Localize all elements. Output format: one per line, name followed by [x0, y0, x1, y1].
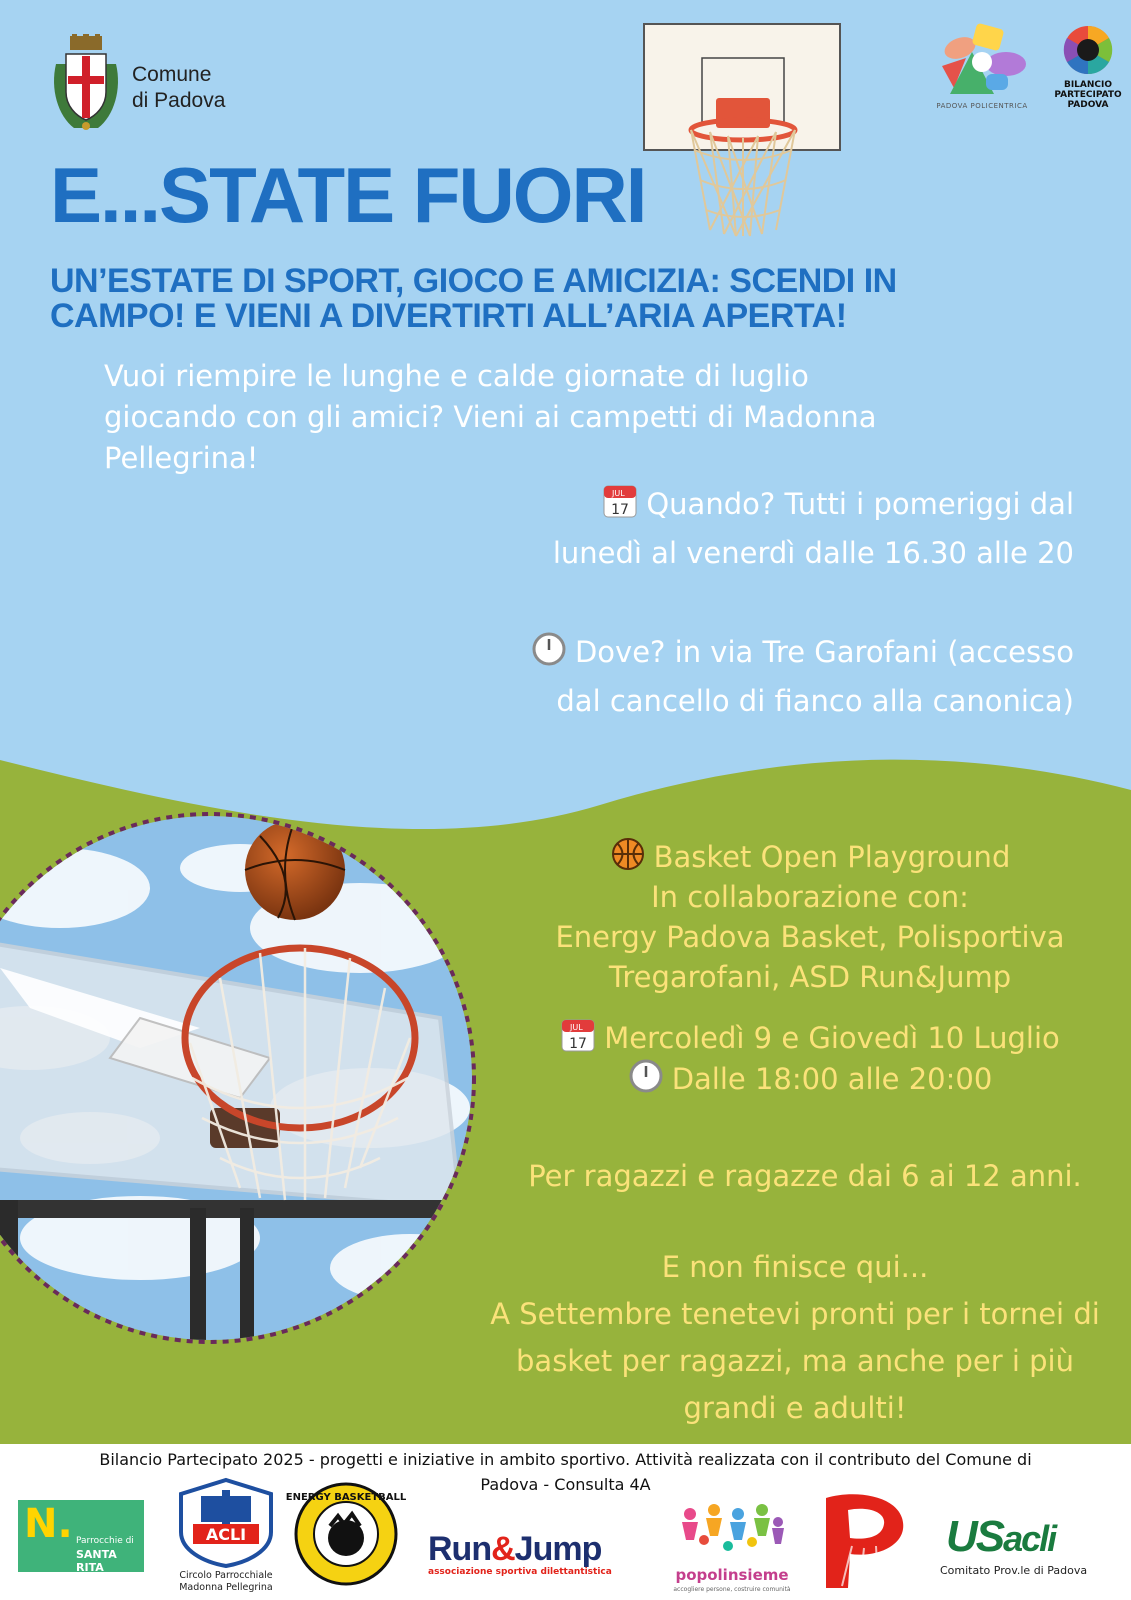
clock-icon: [531, 631, 567, 667]
when-info: [440, 480, 1074, 578]
event-partners-line1: Energy Padova Basket, Polisportiva: [555, 920, 1065, 954]
intro-line3: Pellegrina!: [104, 441, 259, 475]
runjump-amp: &: [491, 1530, 515, 1568]
finale-line3: basket per ragazzi, ma anche per i più: [516, 1344, 1074, 1378]
intro-line2: giocando con gli amici? Vieni ai campetti di Madonna: [104, 400, 877, 434]
calendar-day-text: 17: [611, 502, 630, 518]
padova-crest-icon: [50, 34, 122, 134]
nrita-line1: Parrocchie di: [76, 1536, 134, 1546]
popolinsieme-logo: [670, 1500, 794, 1596]
event-partners-line2: Tregarofani, ASD Run&Jump: [608, 960, 1012, 994]
comune-name: [132, 62, 225, 114]
comune-line2: di Padova: [132, 89, 226, 112]
event-name: Basket Open Playground: [653, 840, 1011, 874]
page-subtitle: [50, 264, 1060, 334]
policentrica-label: PADOVA POLICENTRICA: [936, 102, 1028, 110]
acli-logo: [175, 1476, 277, 1600]
policentrica-shapes-icon: [932, 22, 1032, 102]
basketball-hoop-illustration: [640, 20, 850, 245]
bilancio-partecipato-logo: [1050, 22, 1126, 117]
usacli-us: US: [946, 1512, 1004, 1561]
comune-di-padova-logo: [50, 34, 250, 134]
intro-line1: Vuoi riempire le lunghe e calde giornate di luglio: [104, 359, 809, 393]
acli-caption1: Circolo Parrocchiale: [179, 1570, 273, 1581]
calendar-icon: [560, 1017, 596, 1053]
usacli-caption: Comitato Prov.le di Padova: [940, 1564, 1088, 1577]
runjump-subtitle: associazione sportiva dilettantistica: [428, 1567, 612, 1577]
acli-caption2: Madonna Pellegrina: [179, 1582, 273, 1593]
bilancio-label: [1050, 80, 1126, 110]
energy-word: ENERGY BASKETBALL: [285, 1492, 407, 1503]
credits-line1: Bilancio Partecipato 2025 - progetti e iniziative in ambito sportivo. Attività realizzata con il contributo del Comune di: [99, 1450, 1032, 1469]
nrita-mark: N.: [24, 1501, 73, 1547]
calendar-day-text: 17: [569, 1036, 588, 1052]
color-wheel-icon: [1050, 22, 1126, 78]
calendar-icon: [602, 483, 638, 519]
runjump-jump: Jump: [514, 1530, 602, 1568]
subtitle-line1: UN’ESTATE DI SPORT, GIOCO E AMICIZIA: SCENDI IN: [50, 262, 897, 300]
santa-rita-logo: [18, 1500, 144, 1572]
runjump-run: Run: [428, 1530, 492, 1568]
us-acli-logo: [940, 1514, 1120, 1594]
popolinsieme-figures-icon: [670, 1500, 794, 1566]
page-title: E...STATE FUORI: [50, 151, 646, 239]
where-info: [440, 628, 1074, 726]
basketball-hoop-photo: [0, 808, 480, 1348]
clock-icon: [628, 1058, 664, 1094]
finale-line2: A Settembre tenetevi pronti per i tornei di: [490, 1297, 1100, 1331]
subtitle-line2: CAMPO! E VIENI A DIVERTIRTI ALL’ARIA APERTA!: [50, 297, 847, 335]
calendar-month-text: JUL: [612, 489, 626, 498]
event-collab-label: In collaborazione con:: [651, 880, 969, 914]
event-audience: Per ragazzi e ragazze dai 6 ai 12 anni.: [528, 1159, 1082, 1193]
acli-shield-icon: [175, 1476, 277, 1568]
intro-paragraph: [104, 356, 1024, 479]
credits-line2: Padova - Consulta 4A: [480, 1475, 651, 1494]
when-line1: Quando? Tutti i pomeriggi dal: [646, 487, 1074, 521]
finale-line4: grandi e adulti!: [683, 1391, 907, 1425]
energy-basketball-logo: [285, 1482, 407, 1586]
basketball-icon: [610, 836, 646, 872]
usacli-acli: acli: [1003, 1518, 1056, 1559]
polisportiva-p-icon: [812, 1488, 916, 1592]
acli-word: ACLI: [205, 1525, 247, 1544]
event-hours: Dalle 18:00 alle 20:00: [671, 1062, 993, 1096]
bilancio-line2: PARTECIPATO: [1054, 90, 1122, 100]
padova-policentrica-logo: [932, 22, 1032, 117]
comune-line1: Comune: [132, 63, 212, 86]
finale-paragraph: [470, 1244, 1120, 1432]
popol-name: popolinsieme: [675, 1566, 789, 1584]
run-and-jump-logo: [428, 1532, 648, 1580]
calendar-month-text: JUL: [570, 1023, 583, 1032]
where-line2: dal cancello di fianco alla canonica): [556, 684, 1074, 718]
finale-line1: E non finisce qui...: [661, 1250, 929, 1284]
popol-tagline: accogliere persone, costruire comunità: [673, 1586, 791, 1593]
when-line2: lunedì al venerdì dalle 16.30 alle 20: [552, 536, 1074, 570]
energy-badge-icon: [285, 1482, 407, 1586]
polisportiva-logo: [812, 1488, 916, 1592]
bilancio-line3: PADOVA: [1067, 100, 1109, 110]
nrita-line2: SANTA RITA: [76, 1548, 117, 1574]
where-line1: Dove? in via Tre Garofani (accesso: [574, 635, 1074, 669]
bilancio-line1: BILANCIO: [1063, 80, 1113, 90]
event-details: [500, 836, 1120, 1099]
event-dates: Mercoledì 9 e Giovedì 10 Luglio: [604, 1021, 1060, 1055]
